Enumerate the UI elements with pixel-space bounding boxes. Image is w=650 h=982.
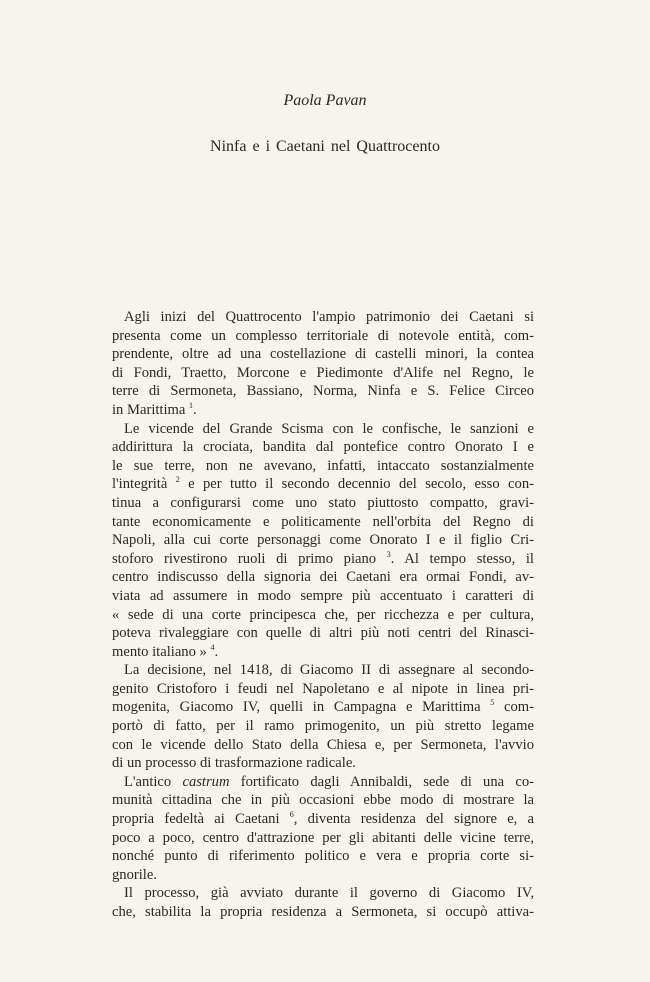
footnote-marker: 3: [386, 549, 391, 559]
paragraph: [112, 420, 534, 662]
text-segment: munità cittadina che in più occasioni ebbe modo di mostrare la: [112, 792, 534, 809]
text-line: [112, 736, 534, 755]
text-segment: nonché punto di riferimento politico e vera e propria corte si-: [112, 848, 534, 865]
text-segment: « sede di una corte principesca che, per ricchezza e per cultura,: [112, 606, 534, 623]
text-line: [112, 420, 534, 439]
text-line: [112, 661, 534, 680]
text-line: [112, 494, 534, 513]
footnote-marker: 1: [189, 401, 194, 411]
text-line: [112, 587, 534, 606]
text-line: [112, 345, 534, 364]
text-segment: fortificato dagli Annibaldi, sede di una co-: [229, 773, 535, 790]
text-segment: propria fedeltà ai Caetani: [112, 811, 290, 828]
text-line: [112, 624, 534, 643]
text-segment: L'antico: [124, 773, 183, 790]
text-line: [112, 531, 534, 550]
text-line: [112, 568, 534, 587]
text-segment: poteva rivaleggiare con quelle di altri più noti centri del Rinasci-: [112, 625, 534, 642]
text-line: [112, 438, 534, 457]
italic-term: castrum: [182, 773, 230, 790]
article-body: [112, 308, 534, 922]
paragraph: [112, 884, 534, 921]
text-line: [112, 698, 534, 717]
text-line: [112, 550, 534, 569]
text-line: [112, 754, 534, 773]
text-segment: Agli inizi del Quattrocento l'ampio patrimonio dei Caetani si: [124, 309, 534, 325]
paragraph: [112, 773, 534, 885]
text-line: [112, 401, 534, 420]
text-line: [112, 680, 534, 699]
text-segment: di un processo di trasformazione radicale.: [112, 755, 356, 772]
text-segment: Le vicende del Grande Scisma con le confische, le sanzioni e: [124, 420, 534, 437]
text-segment: con le vicende dello Stato della Chiesa e, per Sermoneta, l'avvio: [112, 736, 534, 753]
text-line: [112, 327, 534, 346]
text-line: [112, 606, 534, 625]
text-segment: le sue terre, non ne avevano, infatti, intaccato sostanzialmente: [112, 457, 534, 474]
text-line: [112, 903, 534, 922]
text-line: [112, 364, 534, 383]
text-line: [112, 513, 534, 532]
text-segment: e per tutto il secondo decennio del secolo, esso con-: [179, 476, 534, 493]
text-segment: com-: [494, 699, 534, 716]
text-line: [112, 308, 534, 327]
text-segment: l'integrità: [112, 476, 176, 493]
text-line: [112, 382, 534, 401]
text-segment: in Marittima: [112, 401, 190, 418]
text-segment: .: [214, 643, 219, 660]
text-segment: presenta come un complesso territoriale di notevole entità, com-: [112, 327, 534, 344]
text-line: [112, 643, 534, 662]
text-line: [112, 847, 534, 866]
text-segment: Il processo, già avviato durante il governo di Giacomo IV,: [124, 885, 534, 902]
text-segment: poco a poco, centro d'attrazione per gli abitanti delle vicine terre,: [112, 829, 534, 846]
footnote-marker: 5: [490, 698, 495, 708]
text-segment: prendente, oltre ad una costellazione di castelli minori, la contea: [112, 346, 534, 363]
text-line: [112, 475, 534, 494]
text-line: [112, 884, 534, 903]
paragraph: [112, 661, 534, 773]
text-segment: La decisione, nel 1418, di Giacomo II di assegnare al secondo-: [124, 662, 534, 679]
text-line: [112, 717, 534, 736]
text-segment: , diventa residenza del signore e, a: [293, 811, 534, 828]
text-segment: .: [193, 401, 197, 418]
text-line: [112, 810, 534, 829]
text-line: [112, 791, 534, 810]
footnote-marker: 6: [289, 810, 294, 820]
text-segment: . Al tempo stesso, il: [390, 550, 534, 567]
author-name: Paola Pavan: [283, 92, 367, 109]
text-line: [112, 829, 534, 848]
text-segment: mogenita, Giacomo IV, quelli in Campagna e Marittima: [112, 699, 491, 716]
text-segment: gnorile.: [112, 866, 157, 883]
footnote-marker: 4: [210, 642, 215, 652]
text-segment: stoforo rivestirono ruoli di primo piano: [112, 550, 387, 567]
footnote-marker: 2: [175, 475, 180, 485]
text-segment: tinua a configurarsi come uno stato piuttosto compatto, gravi-: [112, 494, 534, 511]
text-line: [112, 457, 534, 476]
text-segment: mento italiano »: [112, 643, 211, 660]
text-segment: tante economicamente e politicamente nell'orbita del Regno di: [112, 513, 534, 530]
paragraph: [112, 308, 534, 420]
text-segment: centro indiscusso della signoria dei Caetani era ormai Fondi, av-: [112, 569, 534, 586]
text-line: [112, 773, 534, 792]
text-segment: Napoli, alla cui corte personaggi come Onorato I e il figlio Cri-: [112, 532, 534, 549]
text-segment: genito Cristoforo i feudi nel Napoletano e al nipote in linea pri-: [112, 680, 534, 697]
text-segment: di Fondi, Traetto, Morcone e Piedimonte d'Alife nel Regno, le: [112, 364, 534, 381]
text-segment: viata ad assumere in modo sempre più accentuato i caratteri di: [112, 587, 534, 604]
text-line: [112, 866, 534, 885]
article-title: Ninfa e i Caetani nel Quattrocento: [210, 138, 440, 155]
text-segment: che, stabilita la propria residenza a Sermoneta, si occupò attiva-: [112, 904, 534, 920]
text-segment: terre di Sermoneta, Bassiano, Norma, Ninfa e S. Felice Circeo: [112, 383, 534, 400]
text-segment: addirittura la crociata, bandita dal pontefice contro Onorato I e: [112, 439, 534, 456]
text-segment: portò di fatto, per il ramo primogenito, un più stretto legame: [112, 718, 534, 735]
